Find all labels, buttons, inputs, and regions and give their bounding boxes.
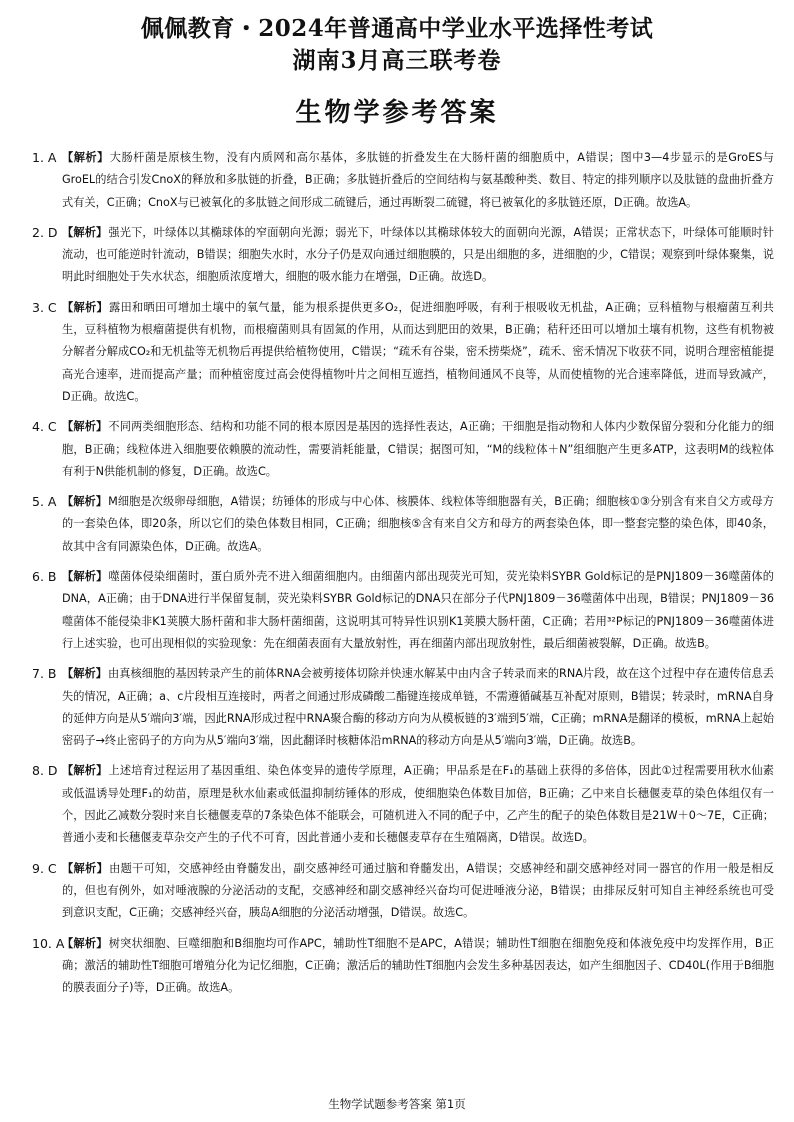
answer-item [32,858,774,925]
answer-number: 3. C [32,299,57,315]
analysis-tag: 【解析】 [62,667,107,681]
answer-number: 6. B [32,569,57,585]
analysis-text: 上述培育过程运用了基因重组、染色体变异的遗传学原理，A正确；甲品系是在F₁的基础上获得的多倍体，因此①过程需要用秋水仙素或低温诱导处理F₁的幼苗，原理是秋水仙素或低温抑制纺锤体的形成，使细胞染色体数目加倍，B正确；乙中来自长穗偃麦草的染色体组仅有一个，因此乙减数分裂时来自长穗偃麦草的7条染色体不能联会，可随机进入不同的配子中，乙产生的配子的染色体数目是21W＋0～7E，C正确；普通小麦和长穗偃麦草杂交产生的子代不可育，因此普通小麦和长穗偃麦草存在生殖隔离，D错误。故选D。 [62,764,774,845]
answer-item [32,933,774,1000]
exam-header-line2: 湖南3月高三联考卷 [292,47,502,74]
analysis-tag: 【解析】 [62,861,109,875]
analysis-text: 由真核细胞的基因转录产生的前体RNA会被剪接体切除并快速水解某中由内含子转录而来的RNA片段，故在这个过程中存在遗传信息丢失的情况，A正确；a、c片段相互连接时，两者之间通过形成磷酸二酯键连接成单链，不需遵循碱基互补配对原则，B错误；转录时，mRNA自身的延伸方向是从5′端向3′端，因此RNA形成过程中RNA聚合酶的移动方向为从模板链的3′端到5′端，C正确；mRNA是翻译的模板，mRNA上起始密码子→终止密码子的方向为从5′端向3′端，因此翻译时核糖体沿mRNA的移动方向是从5′端向3′端，D正确。故选B。 [62,667,774,748]
analysis-text: 不同两类细胞形态、结构和功能不同的根本原因是基因的选择性表达，A正确；干细胞是指动物和人体内少数保留分裂和分化能力的细胞，B正确；线粒体进入细胞要依赖膜的流动性，需要消耗能量，C错误；据图可知，“M的线粒体＋N”组细胞产生更多ATP，这表明M的线粒体有利于N供能机制的修复，D正确。故选C。 [62,420,774,478]
analysis-text: 强光下，叶绿体以其椭球体的窄面朝向光源；弱光下，叶绿体以其椭球体较大的面朝向光源，A错误；正常状态下，叶绿体可能顺时针流动，也可能逆时针流动，B错误；细胞失水时，水分子仍是双向通过细胞膜的，只是出细胞的多，进细胞的少，C错误；观察到叶绿体聚集，说明此时细胞处于失水状态，细胞质浓度增大，细胞的吸水能力在增强，D正确。故选D。 [62,225,774,284]
answer-number: 2. D [32,224,58,240]
analysis-text: 噬菌体侵染细菌时，蛋白质外壳不进入细菌细胞内。由细菌内部出现荧光可知，荧光染料SYBR Gold标记的是PNJ1809－36噬菌体的DNA，A正确；由于DNA进行半保留复制，荧光染料SYBR Gold标记的DNA只在部分子代PNJ1809－36噬菌体中出现，B错误；PNJ1809－36噬菌体不能侵染非K1荚膜大肠杆菌和非大肠杆菌细菌，这说明其可特异性识别K1荚膜大肠杆菌，C正确；若用³²P标记的PNJ1809－36噬菌体进行上述实验，也可出现相似的实验现象：先在细菌表面有大量放射性，再在细菌内部出现放射性，最后细菌被裂解，D正确。故选B。 [62,570,774,650]
analysis-text: 由题干可知，交感神经由脊髓发出，副交感神经可通过脑和脊髓发出，A错误；交感神经和副交感神经对同一器官的作用一般是相反的，但也有例外，如对唾液腺的分泌活动的支配，交感神经和副交感神经兴奋均可促进唾液分泌，B错误；由排尿反射可知自主神经系统也可受到意识支配，C正确；交感神经兴奋，胰岛A细胞的分泌活动增强，D错误。故选C。 [62,861,774,920]
analysis-tag: 【解析】 [62,936,108,950]
analysis-tag: 【解析】 [62,151,109,164]
answer-item [32,222,774,289]
analysis-tag: 【解析】 [62,420,108,434]
analysis-tag: 【解析】 [62,570,108,584]
analysis-text: 大肠杆菌是原核生物，没有内质网和高尔基体，多肽链的折叠发生在大肠杆菌的细胞质中，A错误；图中3—4步显示的是GroES与GroEL的结合引发CnoX的释放和多肽链的折叠，B正确；多肽链折叠后的空间结构与氨基酸种类、数目、特定的排列顺序以及肽链的盘曲折叠方式有关，C正确；CnoX与已被氧化的多肽链之间形成二硫键后，通过再断裂二硫键，将已被氧化的多肽链还原，D正确。故选A。 [62,151,774,209]
answer-number: 8. D [32,763,58,779]
answer-number: 7. B [32,666,57,682]
analysis-text: 露田和晒田可增加土壤中的氧气量，能为根系提供更多O₂，促进细胞呼吸，有利于根吸收无机盐，A正确；豆科植物与根瘤菌互利共生，豆科植物为根瘤菌提供有机物，而根瘤菌则具有固氮的作用，从而达到肥田的效果，B正确；秸秆还田可以增加土壤有机物，这些有机物被分解者分解成CO₂和无机盐等无机物后再提供给植物使用，C错误；“疏禾有谷粜，密禾捞柴烧”，疏禾、密禾情况下收获不同，说明合理密植能提高光合速率，进而提高产量；而种植密度过高会使得植物叶片之间相互遮挡，植物间通风不良等，从而使植物的光合速率降低，进而导致减产，D正确。故选C。 [62,300,774,403]
analysis-tag: 【解析】 [62,764,108,778]
answer-list [32,147,774,1007]
analysis-text: 树突状细胞、巨噬细胞和B细胞均可作APC，辅助性T细胞不是APC，A错误；辅助性T细胞在细胞免疫和体液免疫中均发挥作用，B正确；激活的辅助性T细胞可增殖分化为记忆细胞，C正确；激活后的辅助性T细胞内会发生多种基因表达，如产生细胞因子、CD40L(作用于B细胞的膜表面分子)等，D正确。故选A。 [62,936,774,995]
answer-item [32,760,774,849]
answer-number: 1. A [32,150,57,165]
analysis-text: M细胞是次级卵母细胞，A错误；纺锤体的形成与中心体、核膜体、线粒体等细胞器有关，B正确；细胞核①③分别含有来自父方或母方的一套染色体，即20条，所以它们的染色体数目相同，C正确；细胞核⑤含有来自父方和母方的两套染色体，即一整套完整的染色体，即40条，故其中含有同源染色体，D正确。故选A。 [62,495,774,553]
analysis-tag: 【解析】 [62,225,108,239]
answer-item [32,147,774,214]
answer-item [32,663,774,752]
page-title: 生物学参考答案 [295,98,499,128]
analysis-tag: 【解析】 [62,495,108,509]
exam-header-line1: 佩佩教育・2024年普通高中学业水平选择性考试 [140,15,654,42]
page-footer: 生物学试题参考答案 第1页 [328,1097,466,1111]
answer-item [32,566,774,655]
answer-number: 5. A [32,494,57,510]
answer-number: 4. C [32,419,57,435]
answer-item [32,491,774,558]
answer-item [32,416,774,483]
answer-item [32,297,774,408]
answer-number: 10. A [32,935,65,951]
answer-number: 9. C [32,860,57,876]
analysis-tag: 【解析】 [62,300,108,314]
